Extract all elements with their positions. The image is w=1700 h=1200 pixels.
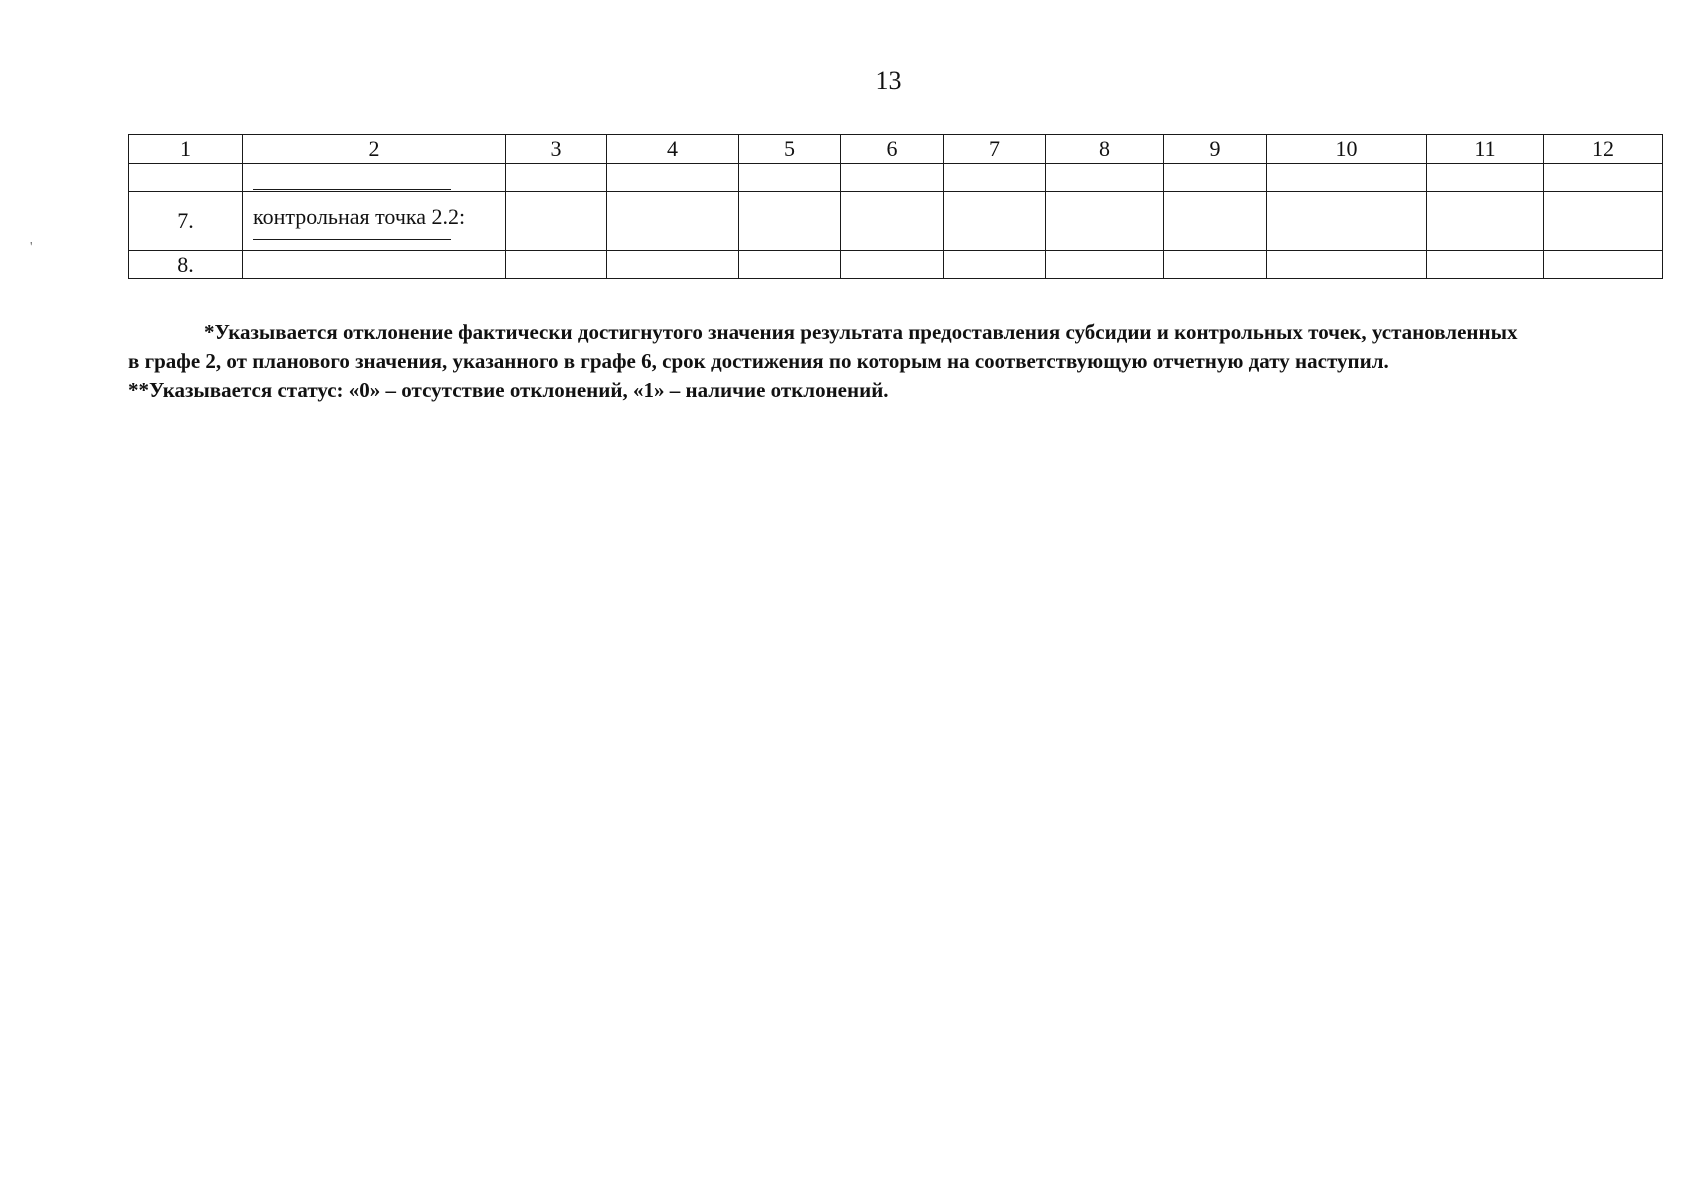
- fill-in-line: [253, 239, 451, 240]
- table-cell: [1544, 251, 1663, 279]
- footnotes: [128, 318, 1688, 405]
- header-row: [129, 135, 1663, 164]
- table-cell: [1427, 164, 1544, 192]
- table-cell: [841, 192, 944, 251]
- table-cell: [1544, 192, 1663, 251]
- table-cell: [243, 164, 506, 192]
- column-header: 1: [129, 135, 243, 164]
- table-cell: [1046, 251, 1164, 279]
- table-cell: [1427, 251, 1544, 279]
- fill-in-line: [253, 189, 451, 190]
- table-cell: [739, 251, 841, 279]
- table-row: [129, 164, 1663, 192]
- table-cell: [1267, 164, 1427, 192]
- table-cell: [841, 251, 944, 279]
- table-cell: [506, 192, 607, 251]
- table-cell: [1267, 251, 1427, 279]
- scan-mark: ': [30, 240, 33, 255]
- row-number: 8.: [129, 251, 243, 279]
- table-cell: [607, 192, 739, 251]
- table-cell: [129, 164, 243, 192]
- table-cell: [944, 164, 1046, 192]
- column-header: 3: [506, 135, 607, 164]
- table-cell: [739, 192, 841, 251]
- page-number: 13: [875, 66, 902, 95]
- column-header: 8: [1046, 135, 1164, 164]
- table-cell: [243, 192, 506, 251]
- table-cell: [506, 251, 607, 279]
- column-header: 11: [1427, 135, 1544, 164]
- table-cell: [1427, 192, 1544, 251]
- table-cell: [841, 164, 944, 192]
- column-header: 2: [243, 135, 506, 164]
- table-cell: [1046, 192, 1164, 251]
- control-point-label: контрольная точка 2.2:: [253, 203, 466, 229]
- table-cell: [1164, 192, 1267, 251]
- table-cell: [1544, 164, 1663, 192]
- table-cell: [506, 164, 607, 192]
- footnote-1: *Указывается отклонение фактически достигнутого значения результата предоставления субсидии и контрольных точек, установленных: [204, 320, 1518, 344]
- column-header: 6: [841, 135, 944, 164]
- column-header: 7: [944, 135, 1046, 164]
- table-cell: [1046, 164, 1164, 192]
- table-cell: [739, 164, 841, 192]
- table-cell: [607, 164, 739, 192]
- table-row: [129, 251, 1663, 279]
- table-row: [129, 192, 1663, 251]
- table-cell: [1164, 251, 1267, 279]
- row-number: 7.: [129, 192, 243, 251]
- column-header: 9: [1164, 135, 1267, 164]
- table-cell: [944, 192, 1046, 251]
- table-cell: [1164, 164, 1267, 192]
- table-cell: [243, 251, 506, 279]
- column-header: 10: [1267, 135, 1427, 164]
- column-header: 5: [739, 135, 841, 164]
- footnote-2: **Указывается статус: «0» – отсутствие отклонений, «1» – наличие отклонений.: [128, 378, 889, 402]
- table-cell: [1267, 192, 1427, 251]
- table-cell: [944, 251, 1046, 279]
- report-table: [128, 134, 1663, 279]
- column-header: 12: [1544, 135, 1663, 164]
- column-header: 4: [607, 135, 739, 164]
- table-cell: [607, 251, 739, 279]
- footnote-1-continuation: в графе 2, от планового значения, указанного в графе 6, срок достижения по которым на соответствующую отчетную дату наступил.: [128, 349, 1389, 373]
